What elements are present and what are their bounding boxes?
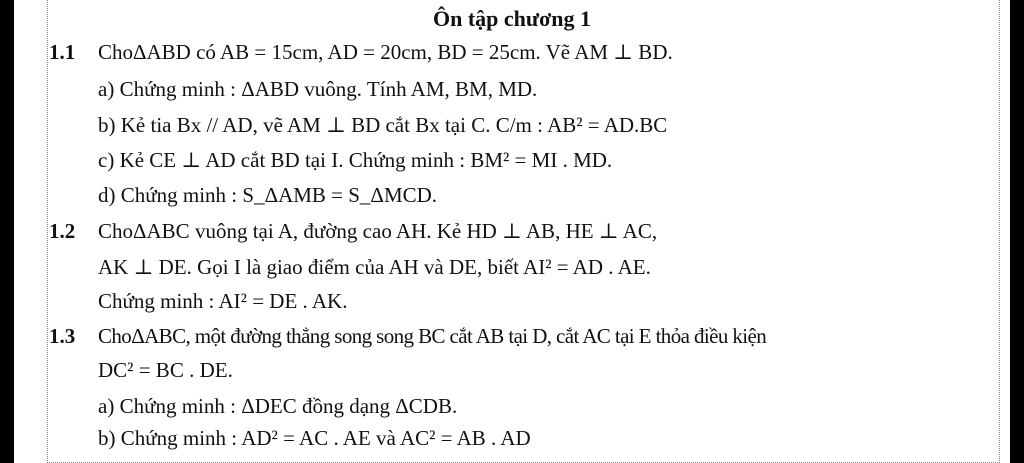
problem-1-3-part-a: a) Chứng minh : ΔDEC đồng dạng ΔCDB.	[98, 394, 458, 418]
problem-1-3-statement-cont: DC² = BC . DE.	[98, 358, 233, 382]
problem-1-2-statement-cont: AK ⊥ DE. Gọi I là giao điểm của AH và DE, biết AI² = AD . AE.	[98, 255, 651, 279]
problem-1-1-part-b: b) Kẻ tia Bx // AD, vẽ AM ⊥ BD cắt Bx tại C. C/m : AB² = AD.BC	[98, 113, 668, 137]
problem-1-1-part-d: d) Chứng minh : S_ΔAMB = S_ΔMCD.	[98, 183, 438, 207]
problem-1-1-part-c: c) Kẻ CE ⊥ AD cắt BD tại I. Chứng minh : BM² = MI . MD.	[98, 148, 613, 172]
problem-number: 1.3	[49, 324, 76, 348]
problem-1-3-part-b: b) Chứng minh : AD² = AC . AE và AC² = AB . AD	[98, 426, 531, 450]
problem-number: 1.2	[49, 219, 76, 243]
problem-number: 1.1	[49, 40, 76, 64]
problem-1-1-statement: ChoΔABD có AB = 15cm, AD = 20cm, BD = 25cm. Vẽ AM ⊥ BD.	[98, 40, 673, 64]
problem-1-1-part-a: a) Chứng minh : ΔABD vuông. Tính AM, BM, MD.	[98, 77, 538, 101]
page-title: Ôn tập chương 1	[432, 6, 592, 31]
problem-1-3-statement: ChoΔABC, một đường thẳng song song BC cắt AB tại D, cắt AC tại E thỏa điều kiện	[98, 324, 767, 348]
worksheet-page	[14, 0, 1010, 463]
problem-1-2-prove: Chứng minh : AI² = DE . AK.	[98, 289, 348, 313]
problem-1-2-statement: ChoΔABC vuông tại A, đường cao AH. Kẻ HD ⊥ AB, HE ⊥ AC,	[98, 219, 658, 243]
